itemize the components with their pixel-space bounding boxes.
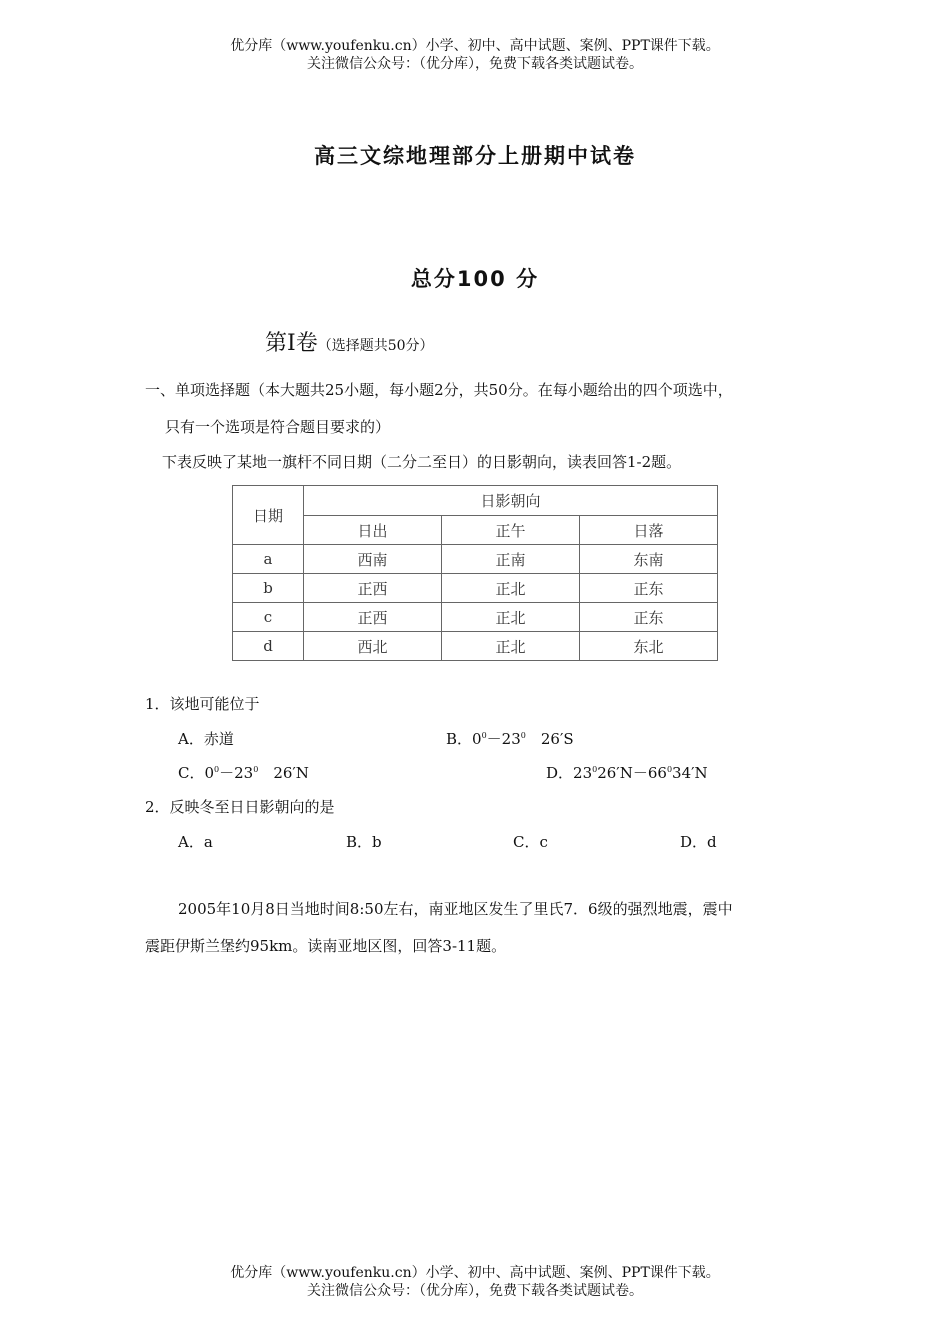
q1-option-d xyxy=(546,762,708,783)
row-sunrise: 西南 xyxy=(304,545,442,574)
table-row xyxy=(233,632,718,661)
row-date: c xyxy=(233,603,304,632)
footer-line-2: 关注微信公众号：（优分库），免费下载各类试题试卷。 xyxy=(307,1283,643,1299)
table-row xyxy=(233,574,718,603)
q1-b-prefix: B．0 xyxy=(446,730,482,748)
q1-c-prefix: C．0 xyxy=(178,764,215,782)
volume-heading xyxy=(265,326,434,357)
degree-mark: 0 xyxy=(214,765,220,774)
q1-c-suffix: 26′N xyxy=(258,764,309,782)
q1-b-mid: －23 xyxy=(486,730,521,748)
volume-note: （选择题共50分） xyxy=(317,338,434,354)
row-sunrise: 正西 xyxy=(304,574,442,603)
q1-option-a: A．赤道 xyxy=(178,730,234,748)
footer-line-1: 优分库（www.youfenku.cn）小学、初中、高中试题、案例、PPT课件下载。 xyxy=(230,1265,720,1281)
degree-mark: 0 xyxy=(253,765,259,774)
q1-option-b xyxy=(446,728,574,749)
col-date-header: 日期 xyxy=(233,486,304,545)
q2-option-a: A．a xyxy=(178,833,213,851)
header-line-1: 优分库（www.youfenku.cn）小学、初中、高中试题、案例、PPT课件下载。 xyxy=(230,38,720,54)
passage-line2: 震距伊斯兰堡约95km。读南亚地区图，回答3-11题。 xyxy=(145,937,507,955)
col-group-header: 日影朝向 xyxy=(304,486,718,516)
q2-option-c: C．c xyxy=(513,833,548,851)
table-row xyxy=(233,545,718,574)
row-date: b xyxy=(233,574,304,603)
table-intro: 下表反映了某地一旗杆不同日期（二分二至日）的日影朝向，读表回答1-2题。 xyxy=(162,453,682,471)
q1-stem: 1．该地可能位于 xyxy=(145,695,260,713)
degree-mark: 0 xyxy=(520,731,526,740)
row-noon: 正北 xyxy=(442,632,580,661)
total-score: 总分100 分 xyxy=(410,267,540,291)
q1-d-suffix: 34′N xyxy=(672,764,708,782)
q2-option-b: B．b xyxy=(346,833,382,851)
q1-b-suffix: 26′S xyxy=(525,730,574,748)
sub-header-noon: 正午 xyxy=(442,516,580,545)
page-footer xyxy=(0,1264,950,1300)
row-noon: 正北 xyxy=(442,603,580,632)
q1-d-prefix: D．23 xyxy=(546,764,593,782)
degree-mark: 0 xyxy=(666,765,673,774)
q1-c-mid: －23 xyxy=(219,764,254,782)
row-sunset: 东南 xyxy=(580,545,718,574)
sub-header-sunset: 日落 xyxy=(580,516,718,545)
sub-header-sunrise: 日出 xyxy=(304,516,442,545)
header-line-2: 关注微信公众号：（优分库），免费下载各类试题试卷。 xyxy=(307,56,643,72)
q2-stem: 2．反映冬至日日影朝向的是 xyxy=(145,798,335,816)
degree-mark: 0 xyxy=(481,731,487,740)
row-date: d xyxy=(233,632,304,661)
shadow-direction-table xyxy=(232,485,718,661)
row-sunrise: 西北 xyxy=(304,632,442,661)
page-title: 高三文综地理部分上册期中试卷 xyxy=(314,144,636,168)
row-sunset: 正东 xyxy=(580,574,718,603)
row-date: a xyxy=(233,545,304,574)
row-sunset: 正东 xyxy=(580,603,718,632)
q1-d-mid: 26′N－66 xyxy=(597,764,667,782)
row-sunrise: 正西 xyxy=(304,603,442,632)
row-sunset: 东北 xyxy=(580,632,718,661)
table-row xyxy=(233,603,718,632)
section1-line2: 只有一个选项是符合题目要求的） xyxy=(165,418,391,436)
q2-option-d: D．d xyxy=(680,833,717,851)
degree-mark: 0 xyxy=(592,765,598,774)
page-header xyxy=(0,37,950,73)
passage-line1: 2005年10月8日当地时间8:50左右，南亚地区发生了里氏7．6级的强烈地震，震中 xyxy=(178,900,733,918)
row-noon: 正北 xyxy=(442,574,580,603)
row-noon: 正南 xyxy=(442,545,580,574)
q1-option-c xyxy=(178,762,309,783)
section1-line1: 一、单项选择题（本大题共25小题，每小题2分，共50分。在每小题给出的四个项选中， xyxy=(145,381,733,399)
volume-label: 第I卷 xyxy=(265,331,318,356)
